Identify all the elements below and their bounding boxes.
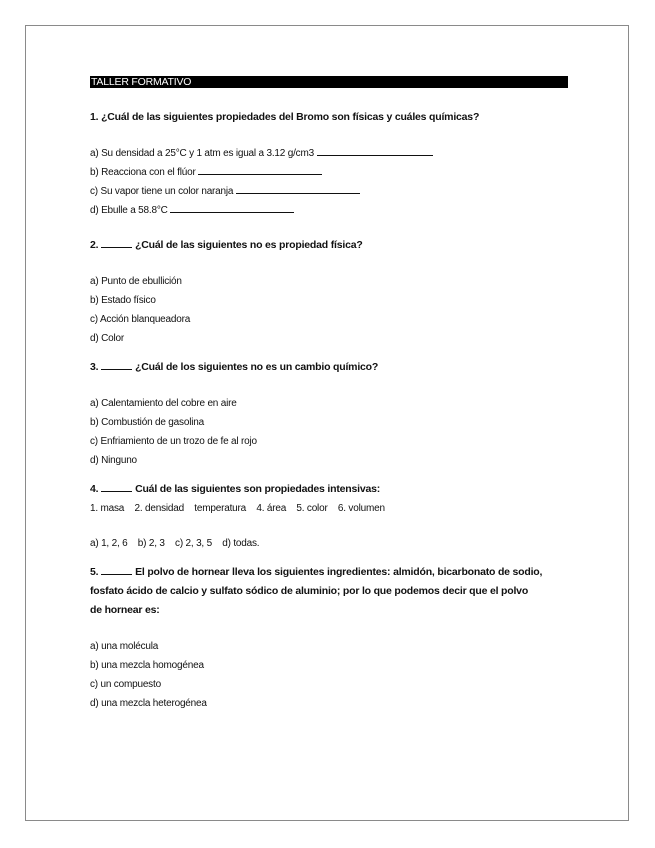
worksheet-content <box>90 76 568 713</box>
answer-blank[interactable] <box>236 183 360 194</box>
question-5-option-a: a) una molécula <box>90 641 159 652</box>
question-1-option-a: a) Su densidad a 25°C y 1 atm es igual a 3.12 g/cm3 <box>90 144 568 163</box>
question-3-title: 3. ¿Cuál de los siguientes no es un cambio químico? <box>90 361 379 373</box>
question-2-option-b: b) Estado físico <box>90 295 156 306</box>
answer-blank[interactable] <box>198 164 322 175</box>
question-1-option-d: d) Ebulle a 58.8°C <box>90 201 568 220</box>
section-banner: TALLER FORMATIVO <box>90 76 568 88</box>
question-1-option-b: b) Reacciona con el flúor <box>90 163 568 182</box>
answer-blank[interactable] <box>101 359 132 370</box>
question-3-option-d: d) Ninguno <box>90 455 137 466</box>
answer-blank[interactable] <box>170 202 294 213</box>
question-3-option-a: a) Calentamiento del cobre en aire <box>90 398 237 409</box>
question-5-title-line-3: de hornear es: <box>90 604 160 616</box>
question-5-option-d: d) una mezcla heterogénea <box>90 698 207 709</box>
question-4-list: 1. masa 2. densidad temperatura 4. área 5. color 6. volumen <box>90 503 385 514</box>
answer-blank[interactable] <box>101 481 132 492</box>
question-2-title: 2. ¿Cuál de las siguientes no es propiedad física? <box>90 239 363 251</box>
question-3-option-b: b) Combustión de gasolina <box>90 417 204 428</box>
document-page <box>25 25 629 821</box>
question-1-title: 1. ¿Cuál de las siguientes propiedades del Bromo son físicas y cuáles químicas? <box>90 111 480 123</box>
question-5-title-line-2: fosfato ácido de calcio y sulfato sódico de aluminio; por lo que podemos decir que el polvo <box>90 585 529 597</box>
question-4-answers: a) 1, 2, 6 b) 2, 3 c) 2, 3, 5 d) todas. <box>90 538 260 549</box>
answer-blank[interactable] <box>317 145 433 156</box>
question-2-option-a: a) Punto de ebullición <box>90 276 182 287</box>
question-2-option-d: d) Color <box>90 333 124 344</box>
question-5-option-c: c) un compuesto <box>90 679 161 690</box>
answer-blank[interactable] <box>101 237 132 248</box>
answer-blank[interactable] <box>101 564 132 575</box>
question-5-title: 5. El polvo de hornear lleva los siguientes ingredientes: almidón, bicarbonato de sodio, <box>90 566 543 578</box>
question-3-option-c: c) Enfriamiento de un trozo de fe al rojo <box>90 436 257 447</box>
question-2-option-c: c) Acción blanqueadora <box>90 314 191 325</box>
question-1-option-c: c) Su vapor tiene un color naranja <box>90 182 568 201</box>
question-5-option-b: b) una mezcla homogénea <box>90 660 204 671</box>
question-4-title: 4. Cuál de las siguientes son propiedades intensivas: <box>90 483 381 495</box>
